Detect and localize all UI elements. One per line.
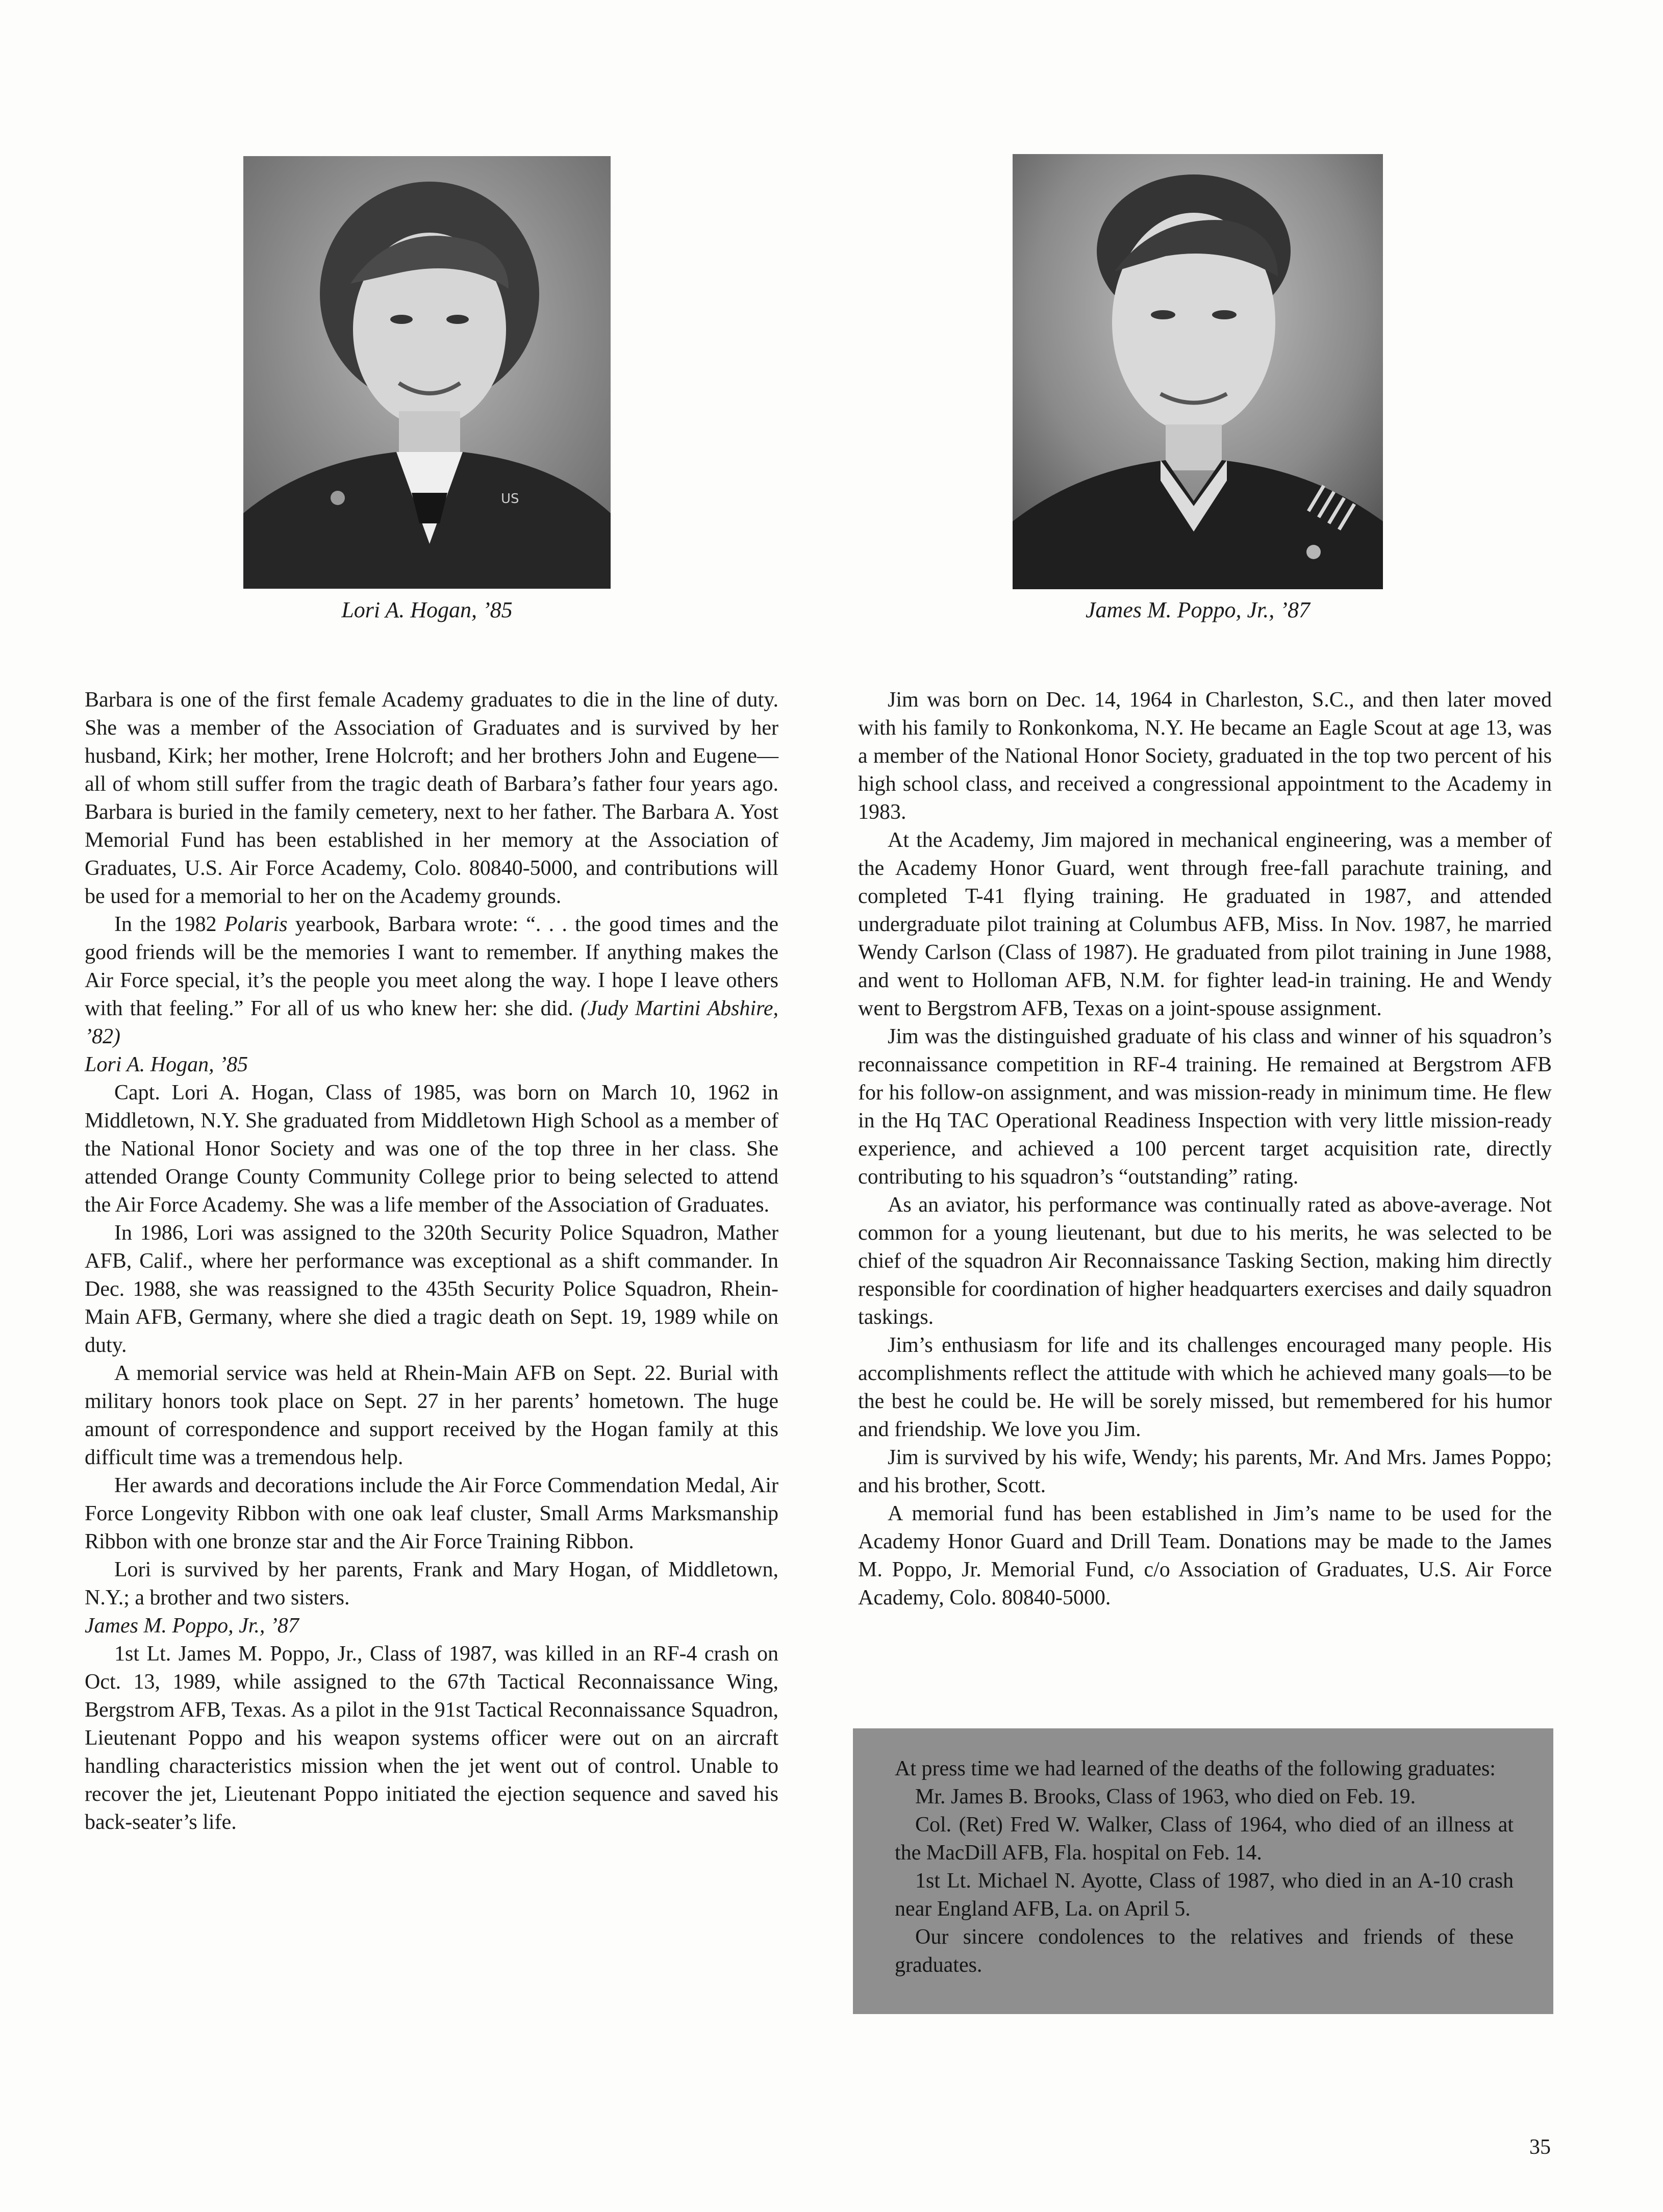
caption-lori-hogan: Lori A. Hogan, ’85: [341, 597, 513, 622]
press-item-walker: Col. (Ret) Fred W. Walker, Class of 1964, who died of an illness at the MacDill AFB, Fla. hospital on Feb. 14.: [895, 1813, 1514, 1865]
photo-james-poppo: [1013, 154, 1383, 589]
caption-james-poppo: James M. Poppo, Jr., ’87: [1086, 597, 1310, 622]
heading-lori-hogan: Lori A. Hogan, ’85: [85, 1053, 248, 1076]
p2-after: yearbook, Barbara wrote: “. . . the good times and the good friends will be the memories I want to remember. If anything makes the Air Force special, it’s the people you meet along the way. I hope I leave others with that feeling.” For all of us who knew her: she did.: [85, 913, 779, 1020]
photo-lori-hogan: [243, 156, 611, 589]
press-item-brooks: Mr. James B. Brooks, Class of 1963, who died on Feb. 19.: [915, 1785, 1416, 1808]
us-insignia: US: [501, 491, 519, 507]
hogan-paragraph-1: Capt. Lori A. Hogan, Class of 1985, was born on March 10, 1962 in Middletown, N.Y. She graduated from Middletown High School as a member of the National Honor Society and was one of the top three in her class. She attended Orange County Community College prior to being selected to attend the Air Force Academy. She was a life member of the Association of Graduates.: [85, 1081, 778, 1217]
polaris-title: Polaris: [224, 913, 288, 936]
barbara-paragraph-2: [85, 911, 778, 1051]
heading-james-poppo: James M. Poppo, Jr., ’87: [85, 1614, 299, 1638]
poppo-paragraph-3: At the Academy, Jim majored in mechanical engineering, was a member of the Academy Honor Guard, went through free-fall parachute training, and completed T-41 flying training. He graduated in 1987, and attended undergraduate pilot training at Columbus AFB, Miss. In Nov. 1987, he married Wendy Carlson (Class of 1987). He graduated from pilot training in June 1988, and went to Holloman AFB, N.M. for fighter lead-in training. He and Wendy went to Bergstrom AFB, Texas on a joint-spouse assignment.: [858, 828, 1552, 1020]
p2-before: In the 1982: [114, 913, 224, 936]
poppo-paragraph-1: 1st Lt. James M. Poppo, Jr., Class of 1987, was killed in an RF-4 crash on Oct. 13, 1989, while assigned to the 67th Tactical Reconnaissance Wing, Bergstrom AFB, Texas. As a pilot in the 91st Tactical Reconnaissance Squadron, Lieutenant Poppo and his weapon systems officer were out on an aircraft handling characteristics mission when the jet went out of control. Unable to recover the jet, Lieutenant Poppo initiated the ejection sequence and saved his back-seater’s life.: [85, 1642, 778, 1834]
left-column: [85, 686, 778, 1837]
page-number: 35: [1529, 2135, 1551, 2159]
barbara-paragraph-1: Barbara is one of the first female Academy graduates to die in the line of duty. She was a member of the Association of Graduates and is survived by her husband, Kirk; her mother, Irene Holcroft; and her brothers John and Eugene—all of whom still suffer from the tragic death of Barbara’s father four years ago. Barbara is buried in the family cemetery, next to her father. The Barbara A. Yost Memorial Fund has been established in her memory at the Association of Graduates, U.S. Air Force Academy, Colo. 80840-5000, and contributions will be used for a memorial to her on the Academy grounds.: [85, 688, 778, 908]
hogan-paragraph-3: A memorial service was held at Rhein-Main AFB on Sept. 22. Burial with military honors took place on Sept. 27 in her parents’ hometown. The huge amount of correspondence and support received by the Hogan family at this difficult time was a tremendous help.: [85, 1362, 778, 1469]
portrait-poppo: [1013, 154, 1383, 589]
right-column: [858, 686, 1552, 1612]
poppo-paragraph-2: Jim was born on Dec. 14, 1964 in Charleston, S.C., and then later moved with his family to Ronkonkoma, N.Y. He became an Eagle Scout at age 13, was a member of the National Honor Society, graduated in the top two percent of his high school class, and received a congressional appointment to the Academy in 1983.: [858, 688, 1552, 824]
hogan-paragraph-5: Lori is survived by her parents, Frank and Mary Hogan, of Middletown, N.Y.; a brother and two sisters.: [85, 1558, 778, 1610]
hogan-paragraph-4: Her awards and decorations include the Air Force Commendation Medal, Air Force Longevity Ribbon with one oak leaf cluster, Small Arms Marksmanship Ribbon with one bronze star and the Air Force Training Ribbon.: [85, 1474, 778, 1553]
poppo-paragraph-7: Jim is survived by his wife, Wendy; his parents, Mr. And Mrs. James Poppo; and his brother, Scott.: [858, 1446, 1552, 1497]
barbara-attribution: (Judy Martini Abshire, ’82): [85, 997, 778, 1048]
portrait-hogan: [243, 156, 611, 589]
poppo-paragraph-6: Jim’s enthusiasm for life and its challenges encouraged many people. His accomplishments reflect the attitude with which he achieved many goals—to be the best he could be. He will be sorely missed, but remembered for his humor and friendship. We love you Jim.: [858, 1334, 1552, 1441]
press-intro: At press time we had learned of the deaths of the following graduates:: [895, 1757, 1496, 1780]
press-closing: Our sincere condolences to the relatives and friends of these graduates.: [895, 1925, 1514, 1977]
press-time-notice-box: [853, 1728, 1553, 2014]
poppo-paragraph-8: A memorial fund has been established in Jim’s name to be used for the Academy Honor Guard and Drill Team. Donations may be made to the James M. Poppo, Jr. Memorial Fund, c/o Association of Graduates, U.S. Air Force Academy, Colo. 80840-5000.: [858, 1502, 1552, 1610]
press-item-ayotte: 1st Lt. Michael N. Ayotte, Class of 1987, who died in an A-10 crash near England AFB, La. on April 5.: [895, 1869, 1514, 1921]
hogan-paragraph-2: In 1986, Lori was assigned to the 320th Security Police Squadron, Mather AFB, Calif., where her performance was exceptional as a shift commander. In Dec. 1988, she was reassigned to the 435th Security Police Squadron, Rhein-Main AFB, Germany, where she died a tragic death on Sept. 19, 1989 while on duty.: [85, 1221, 778, 1357]
poppo-paragraph-5: As an aviator, his performance was continually rated as above-average. Not common for a young lieutenant, but due to his merits, he was selected to be chief of the squadron Air Reconnaissance Tasking Section, making him directly responsible for coordination of higher headquarters exercises and daily squadron taskings.: [858, 1193, 1552, 1329]
poppo-paragraph-4: Jim was the distinguished graduate of his class and winner of his squadron’s reconnaissance competition in RF-4 training. He remained at Bergstrom AFB for his follow-on assignment, and was mission-ready in minimum time. He flew in the Hq TAC Operational Readiness Inspection with very little mission-ready experience, and achieved a 100 percent target acquisition rate, directly contributing to his squadron’s “outstanding” rating.: [858, 1025, 1552, 1189]
